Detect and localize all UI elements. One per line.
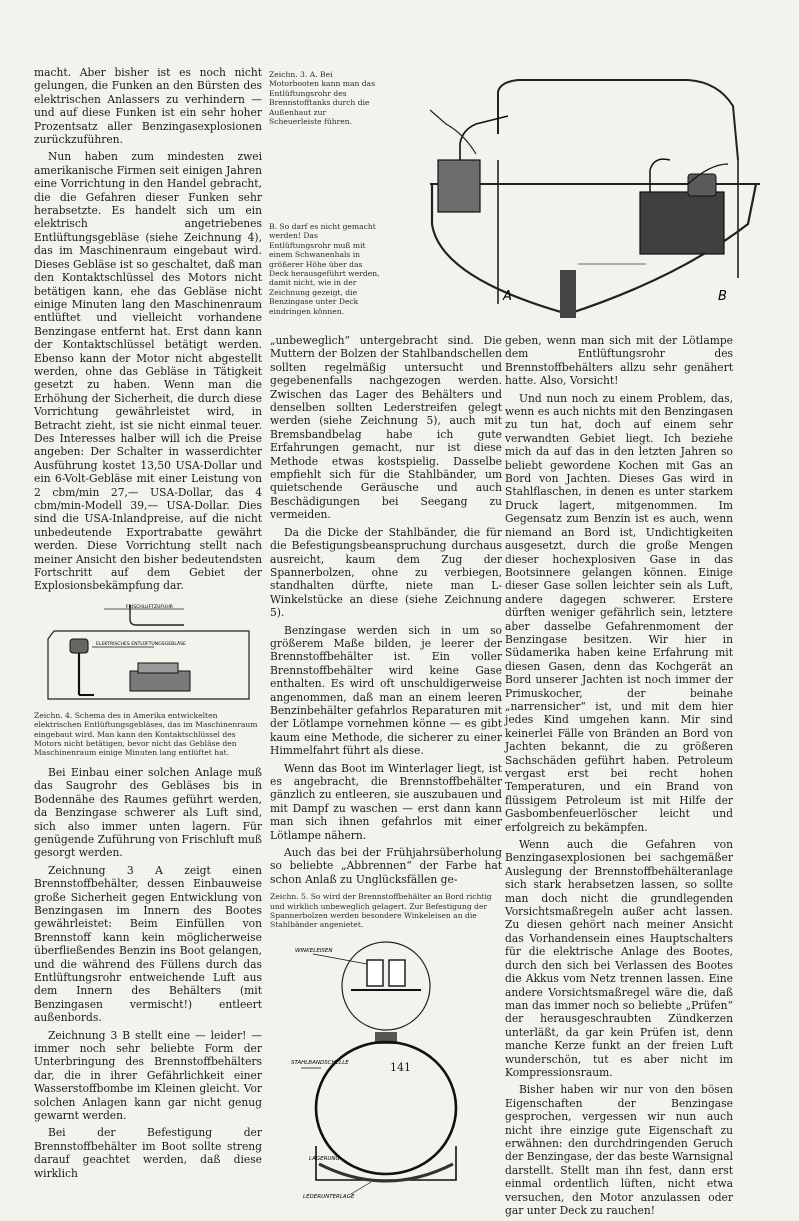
figure5-tank-mounting-drawing [291,936,481,1206]
col2-paragraph-5: Auch das bei der Frühjahrsüberholung so beliebte „Abbrennen“ der Farbe hat schon Anlaß zu Unglücksfällen ge- [270,846,502,886]
col2-paragraph-1: „unbeweglich“ untergebracht sind. Die Muttern der Bolzen der Stahlbandschellen sollten regelmäßig untersucht und gegebenenfalls nachgezogen werden. Zwischen das Lager des Behälters und denselben sollten Lederstreifen gelegt werden (siehe Zeichnung 5), auch mit Bremsbandbelag habe ich gute Erfahrungen gemacht, nur ist diese Methode etwas kostspielig. Dasselbe empfiehlt sich für die Stahlbänder, um quietschende Geräusche und auch Beschädigungen bei Seegang zu vermeiden. [270,334,502,522]
col1-paragraph-4: Zeichnung 3 A zeigt einen Brennstoffbehälter, dessen Einbauweise große Sicherheit gegen Entwicklung von Benzingasen im Innern des Bootes gewährleistet: Beim Einfüllen von Brennstoff kann kein möglicherweise überfließendes Benzin ins Boot gelangen, und die während des Füllens durch das Entlüftungsrohr entweichende Luft aus dem Innern des Behälters (mit Benzingasen vermischt!) entleert außenbords. [34,863,262,1025]
figure3-label-a: A [503,289,512,304]
figure5-label-lagerung: LAGERUNG [309,1155,340,1162]
col1-paragraph-2: Nun haben zum mindesten zwei amerikanische Firmen seit einigen Jahren eine Vorrichtung in den Handel gebracht, die die Gefahren dieser Funken sehr herabsetzte. Es handelt sich um ein elektrisch angetriebenes Entlüftungsgebläse (siehe Zeichnung 4), das im Maschinenraum eingebaut wird. Dieses Gebläse ist so geschaltet, daß man den Kontaktschlüssel des Motors nicht betätigen kann, ehe das Gebläse nicht einige Minuten lang den Maschinenraum entlüftet und vielleicht vorhandene Benzingase entfernt hat. Erst dann kann der Kontaktschlüssel betätigt werden. Ebenso kann der Motor nicht abgestellt werden, ohne das Gebläse in Tätigkeit gesetzt zu haben. Wenn man die Erhöhung der Sicherheit, die durch diese Vorrichtung gewährleistet wird, in Betracht zieht, ist sie nicht einmal teuer. Des Interesses halber will ich die Preise angeben: Der Schalter in wasserdichter Ausführung kostet 13,50 USA-Dollar und ein 6-Volt-Gebläse mit einer Leistung von 2 cbm/min 27,— USA-Dollar, das 4 cbm/min-Modell 39,— USA-Dollar. Dies sind die USA-Inlandpreise, auf die nicht unbedeutende Exportrabatte gewährt werden. Diese Vorrichtung stellt nach meiner Ansicht den bisher bedeutendsten Fortschritt auf dem Gebiet der Explosionsbekämpfung dar. [34,150,262,593]
col3-paragraph-1: geben, wenn man sich mit der Lötlampe dem Entlüftungsrohr des Brennstoffbehälters allzu sehr genähert hatte. Also, Vorsicht! [505,334,733,388]
figure4-label-fan: ELEKTRISCHES ENTLÜFTUNGSGEBLÄSE [96,641,186,647]
figure3-boat-hull-drawing [388,64,783,324]
col1-paragraph-5: Zeichnung 3 B stellt eine — leider! — immer noch sehr beliebte Form der Unterbringung des Brennstoffbehälters dar, die in ihrer Gefährlichkeit einer Wasserstoffbombe im Kleinen gleicht. Vor solchen Anlagen kann gar nicht genug gewarnt werden. [34,1028,262,1123]
figure5-caption: Zeichn. 5. So wird der Brennstoffbehälter an Bord richtig und wirklich unbeweglich gelagert. Zur Befestigung der Spannerbolzen werden besondere Winkeleisen an die Stahlbänder angenietet. [270,892,492,930]
figure4-caption: Zeichn. 4. Schema des in Amerika entwickelten elektrischen Entlüftungsgebläses, das im Maschinenraum eingebaut wird. Man kann den Kontaktschlüssel des Motors nicht betätigen, bevor nicht das Gebläse den Maschinenraum einige Minuten lang entlüftet hat. [34,710,258,758]
figure5-label-winkeleisen: WINKELEISEN [295,947,333,954]
col2-paragraph-3: Benzingase werden sich in um so größerem Maße bilden, je leerer der Brennstoffbehälter ist. Ein voller Brennstoffbehälter wird keine Gase enthalten. Es wird oft unschuldigerweise angenommen, daß man an einem leeren Benzinbehälter gefahrlos Reparaturen mit der Lötlampe vornehmen könne — es gibt kaum eine Methode, die sicherer zu einer Himmelfahrt führt als diese. [270,623,502,758]
col3-paragraph-3: Wenn auch die Gefahren von Benzingasexplosionen bei sachgemäßer Auslegung der Brennstoffbehälteranlage sich stark herabsetzen lassen, so sollte man doch nicht die grundlegenden Vorsichtsmaßregeln außer acht lassen. Zu diesen gehört nach meiner Ansicht das Vorhandensein eines Hauptschalters für die elektrische Anlage des Bootes, durch den sich bei Verlassen des Bootes die Akkus vom Netz trennen lassen. Eine andere Vorsichtsmaßregel wäre die, daß man das immer noch so beliebte „Prüfen“ der herausgeschraubten Zündkerzen unterläßt, da gar kein Prüfen ist, denn manche Kerze funkt an der freien Luft wunderschön, tut es aber nicht im Kompressionsraum. [505,838,733,1079]
col2-paragraph-4: Wenn das Boot im Winterlager liegt, ist es angebracht, die Brennstoffbehälter gänzlich zu entleeren, sie auszubauen und mit Dampf zu waschen — erst dann kann man sich ihnen gefahrlos mit einer Lötlampe nähern. [270,761,502,842]
text-column-1 [34,66,262,1184]
figure4-ventilation-fan-drawing [34,599,259,709]
col3-paragraph-4: Bisher haben wir nur von den bösen Eigenschaften der Benzingase gesprochen, vergessen wir nun auch nicht ihre einzige gute Eigenschaft zu erwähnen: den durchdringenden Geruch der Benzingase, der das beste Warnsignal darstellt. Stellt man ihn fest, dann erst einmal ordentlich lüften, nicht etwa versuchen, den Motor anzulassen oder gar unter Deck zu rauchen! [505,1083,733,1217]
col1-paragraph-1: macht. Aber bisher ist es noch nicht gelungen, die Funken an den Bürsten des elektrischen Anlassers zu verhindern — und auf diese Funken ist ein sehr hoher Prozentsatz aller Benzingasexplosionen zurückzuführen. [34,66,262,147]
figure4-label-fresh-air: FRISCHLUFTZUFUHR [126,604,173,610]
figure3-label-b: B [718,289,727,304]
col1-paragraph-3: Bei Einbau einer solchen Anlage muß das Saugrohr des Gebläses bis in Bodennähe des Raumes geführt werden, da Benzingase schwerer als Luft sind, sich also immer unten lagern. Für genügende Zuführung von Frischluft muß gesorgt werden. [34,765,262,860]
page-number: 141 [390,1061,411,1074]
col2-paragraph-2: Da die Dicke der Stahlbänder, die für die Befestigungsbeanspruchung durchaus ausreicht, kaum dem Zug der Spannerbolzen, ohne zu verbiegen, standhalten dürfte, niete man L-Winkelstücke an diese (siehe Zeichnung 5). [270,525,502,620]
figure5-label-stahlbandschelle: STAHLBANDSCHELLE [291,1059,349,1066]
col3-paragraph-2: Und nun noch zu einem Problem, das, wenn es auch nichts mit den Benzingasen zu tun hat, doch auf einem sehr verwandten Gebiet liegt. Ich beziehe mich da auf das in den letzten Jahren so beliebt gewordene Kochen mit Gas an Bord von Jachten. Dieses Gas wird in Stahlflaschen, in denen es unter starkem Druck lagert, mitgenommen. Im Gegensatz zum Benzin ist es auch, wenn niemand an Bord ist, Undichtigkeiten ausgesetzt, durch die große Mengen dieser hochexplosiven Gase in das Bootsinnere gelangen können. Einige dieser Gase sollen leichter sein als Luft, andere dagegen schwerer. Erstere dürften weniger gefährlich sein, letztere aber dasselbe Gefahrenmoment der Benzingase besitzen. Wir hier in Südamerika haben keine Erfahrung mit diesen Gasen, denn das Kochgerät an Bord unserer Jachten ist noch immer der Primuskocher, der beinahe „narrensicher“ ist, und mit dem hier jedes Kind umgehen kann. Mir sind keinerlei Fälle von Bränden an Bord von Jachten bekannt, die zu größeren Sachschäden geführt haben. Petroleum vergast erst bei recht hohen Temperaturen, und ein Brand von flüssigem Petroleum ist mit Hilfe der Gasbombenfeuerlöscher leicht und erfolgreich zu bekämpfen. [505,391,733,834]
text-column-3 [505,334,733,1221]
figure3-caption-a: Zeichn. 3. A. Bei Motorbooten kann man das Entlüftungsrohr des Brennstofftanks durch die Außenhaut zur Scheuerleiste führen. [269,70,376,127]
text-column-2 [270,334,502,1208]
col1-paragraph-6: Bei der Befestigung der Brennstoffbehälter im Boot sollte streng darauf geachtet werden, daß diese wirklich [34,1126,262,1180]
figure5-label-lederunterlage: LEDERUNTERLAGE [303,1193,355,1200]
figure3-caption-b: B. So darf es nicht gemacht werden! Das Entlüftungsrohr muß mit einem Schwanenhals in größerer Höhe über das Deck herausgeführt werden, damit nicht, wie in der Zeichnung gezeigt, die Benzingase unter Deck eindringen können. [269,222,380,316]
